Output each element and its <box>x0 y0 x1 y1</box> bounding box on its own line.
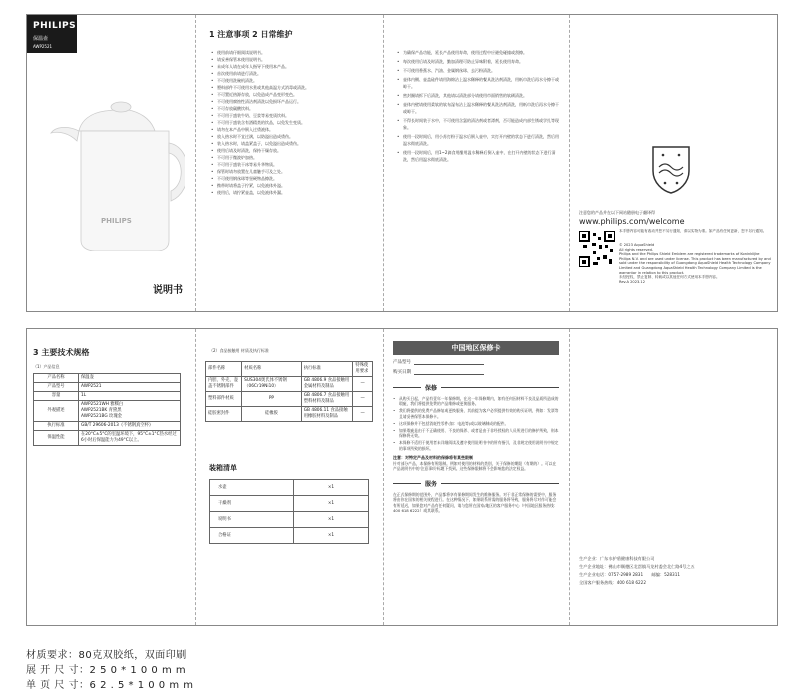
care-item: • 不可使用洗碗机清洗。 <box>211 77 379 84</box>
packing-title: 装箱清单 <box>209 464 237 472</box>
product-name: 保温壶 <box>33 36 49 42</box>
packing-table <box>209 479 369 544</box>
manual-label: 说明书 <box>153 285 183 296</box>
service-section-title <box>393 479 559 488</box>
section-label: 保修 <box>425 385 438 392</box>
header-cell: 部件名称 <box>206 362 242 377</box>
packing-item: 说明书 <box>210 512 294 528</box>
care-item: • 未成年人请在成年人指导下使用本产品。 <box>211 63 379 70</box>
care-item: • 不可置近热源存放，以免造成产品变形变色。 <box>211 91 379 98</box>
unfolded-size: 展 开 尺 寸：2 5 0 * 1 0 0 m m <box>26 665 187 676</box>
materials-panel <box>195 329 384 625</box>
company-line: 生产企业电话：0757-2989 2831 邮编：528311 <box>579 572 681 577</box>
company-line: 生产企业：广东水护盾健康科技有限公司 <box>579 556 655 561</box>
care-item: • 使用后请及时清洗，保持干燥存放。 <box>211 147 379 154</box>
care-item: • 不可存放碳酸饮料。 <box>211 105 379 112</box>
care-item: • 使用后，请拧紧壶盖，以免液体外漏。 <box>211 189 379 196</box>
legal-block <box>619 243 771 284</box>
packing-qty: ×1 <box>294 496 369 512</box>
spec-label: 外观描述 <box>34 401 79 422</box>
care-item: • 首次使用前请进行清洗。 <box>211 70 379 77</box>
table-row <box>206 392 373 407</box>
section1-title: 1 注意事项 2 日常维护 <box>209 30 293 39</box>
specs-title: 3 主要技术规格 <box>33 348 90 357</box>
packing-item: 干燥剂 <box>210 496 294 512</box>
company-info <box>579 555 771 587</box>
field-label: 产品型号 <box>393 360 411 365</box>
care-item: • 装入热水时，请盖紧盖子，以免溢出造成烫伤。 <box>211 140 379 147</box>
table-row <box>206 377 373 392</box>
packing-qty: ×1 <box>294 512 369 528</box>
spec-label: 产品名称 <box>34 374 79 383</box>
header-cell: 执行标准 <box>301 362 353 377</box>
table-row <box>210 496 369 512</box>
print-material: 材质要求：80克双胶纸，双面印刷 <box>26 650 187 661</box>
qr-code <box>579 231 615 267</box>
table-row <box>210 512 369 528</box>
care-item: • 使用前请仔细阅读说明书。 <box>211 49 379 56</box>
warranty-item: • 这项保修并不包括消耗性零件(如：电池等)或以玻璃制成的配件。 <box>393 421 559 426</box>
brand-logo: PHILIPS <box>33 21 77 31</box>
care-list-1 <box>211 49 379 196</box>
table-row <box>210 528 369 544</box>
company-panel <box>569 329 777 625</box>
spec-label: 执行标准 <box>34 422 79 431</box>
spec-value: AWP2521 <box>79 383 181 392</box>
legal-line: Philips and the Philips Shield Emblem are registered trademarks of Koninklijke Philips N.V. and are used under license. This product has been manufactured by and sold under the responsibility of Guangdong AquaShield Health Technology Company Limited and Guangdong AquaShield Health Technology Company Limited is the warrantor in relation to this product. <box>619 252 771 275</box>
table-row <box>34 383 181 392</box>
warranty-panel <box>383 329 570 625</box>
care-item: • 使用一段时间后，用小苏打粉于温水后倒入壶中，实打开内壁的状态下进行清洗，然后用温水彻底清洗。 <box>397 133 561 147</box>
materials-subtitle: （2）食品接触用 材质及执行标准 <box>209 348 269 353</box>
model-field <box>393 359 559 365</box>
table-row <box>34 431 181 446</box>
philips-shield-icon <box>649 143 693 195</box>
warranty-item: • 如果瑕疵是由于不正确使用、不良的保养、或者是由于非经授权的人员所进行的修护所致，则本保修将无效。 <box>393 428 559 438</box>
care-item: • 为确保产品功能，延长产品使用寿命，使用过程中应避免碰撞或刮擦。 <box>397 49 561 56</box>
care-item: • 壶体内壁请使用柔软的软布湿布沾上温水稀释的餐具洗洁剂清洗，用纸巾洗后再水分擦干或晾干。 <box>397 101 561 115</box>
part-cell: 内胆、外壳、壶盖不锈钢部件 <box>206 377 242 392</box>
standard-cell: GB 4806.9 食品接触用金属材料及制品 <box>301 377 353 392</box>
table-row <box>34 401 181 422</box>
single-page-size: 单 页 尺 寸：6 2 . 5 * 1 0 0 m m <box>26 680 194 691</box>
table-row <box>34 374 181 383</box>
qr-note: 本手册内容可能有改动并恕不另行通知，请以实物为准。如产品有任何更新，恕不另行通知。 <box>619 229 767 233</box>
packing-item: 合格证 <box>210 528 294 544</box>
specs-table <box>33 373 181 446</box>
spec-label: 产品型号 <box>34 383 79 392</box>
care-item: • 不可用于微波炉加热。 <box>211 154 379 161</box>
spec-label: 容量 <box>34 392 79 401</box>
care-item: • 不可用于盛装牛奶、豆浆等易变质饮料。 <box>211 112 379 119</box>
company-line: 全国客户服务热线：400 618 6222 <box>579 580 646 585</box>
care-item: • 每次使用后请及时清洗，勤加清理可防止异味附着，延长使用寿命。 <box>397 58 561 65</box>
materials-table <box>205 361 373 422</box>
warranty-items <box>393 396 559 451</box>
specs-panel <box>27 329 196 625</box>
care-panel-1 <box>195 15 384 311</box>
notice-text: 针对部分产品，本保修有所限制。例如对使用的材料的类别，关于保修的期限（有期的）。可以在产品说明书中的'注意事项'标题下找到。这些保修限制将不会影响您的法定权益。 <box>393 460 557 472</box>
bottom-sheet <box>26 328 778 626</box>
table-row <box>206 407 373 422</box>
care-panel-2 <box>383 15 570 311</box>
packing-qty: ×1 <box>294 480 369 496</box>
care-item: • 不可用于盛装含有酒精类的饮品，以免发生变质。 <box>211 119 379 126</box>
part-cell: 塑料部件材质 <box>206 392 242 407</box>
material-cell: 硅橡胶 <box>242 407 302 422</box>
spec-value: 保温壶 <box>79 374 181 383</box>
spec-value: 在20°C±5°C的室温环境下，95°C±1°C热水经过6小时后保温能力为49°C以上。 <box>79 431 181 446</box>
material-cell: SUS304奥氏体不锈钢（06Cr19Ni10） <box>242 377 302 392</box>
kettle-image <box>45 91 185 251</box>
table-row <box>34 392 181 401</box>
svg-text:PHILIPS: PHILIPS <box>101 217 132 225</box>
header-cell: 材质名称 <box>242 362 302 377</box>
table-row <box>34 422 181 431</box>
care-item: • 塑料部件不可使用水煮或其他高温方式消毒或清洗。 <box>211 84 379 91</box>
table-row <box>210 480 369 496</box>
specs-subtitle: （1）产品信息 <box>33 364 60 369</box>
note-cell: — <box>353 377 373 392</box>
spec-value: AWP2521WH 雅糯白 AWP2521BK 青黛黑 AWP2521BG 玫瑰金 <box>79 401 181 422</box>
care-item: • 不可用于盛装干冰等易升华物质。 <box>211 161 379 168</box>
warranty-item: • 从购买日起，产品有壹年一年保修期。在这一年保修期内，如有任何因材料不良及品质所造成的瑕疵，我们将提供免费的产品维修或更换服务。 <box>393 396 559 406</box>
care-item: • 请勿在本产品中倒入过烫液体。 <box>211 126 379 133</box>
care-item: • 不可使用钢丝球等坚硬物品擦洗。 <box>211 175 379 182</box>
brand-box <box>27 15 77 53</box>
table-header-row <box>206 362 373 377</box>
packing-item: 水壶 <box>210 480 294 496</box>
website-url: www.philips.com/welcome <box>579 217 685 226</box>
spec-value: GB/T 29606-2013《不锈钢真空杯》 <box>79 422 181 431</box>
care-item: • 请妥善保管本使用说明书。 <box>211 56 379 63</box>
care-item: • 不得长时间装于水中，不可使用含氯的清洁剂或者漂剂，否可能造成内部生锈或学扎等现象。 <box>397 117 561 131</box>
field-underline <box>414 369 484 375</box>
rear-intro: 注意您的产品并在以下网站随册电子翻译得 <box>579 210 655 215</box>
care-item: • 密封圈请拆下后清洗，其他请以清洗部分请使用市面销售的软刷清洗。 <box>397 92 561 99</box>
care-item: • 使用一段时间后，用1~2滴食用醋用温水稀释后倒入壶中，在打开内壁的状态下进行清洗，然后用温水彻底清洗。 <box>397 149 561 163</box>
field-label: 购买日期 <box>393 370 411 375</box>
warranty-item: • 我们将提供的免费产品修复或更换服务，其前提为客户必须提供有效的购买证明，例如：发票等且请妥善保管本保修卡。 <box>393 408 559 418</box>
service-text: 在正式保修期的范围外，产品都将享有保修期间发生的维修服务。对于非正常保修的需要中，服务将由你在国家的相关规程进行。在这种情况下，如果联系所需的服务将导致，服务将尽对作可能会有所延迟，如果您对产品有任何疑问，请与您所在国家/地区的客户服务中心（中国地区服务热线：400 618 6222）或其联系。 <box>393 492 558 513</box>
notice-title: 注意：对特定产品及材料的保修将有某些限制 <box>393 454 473 460</box>
section-label: 服务 <box>425 481 438 489</box>
care-list-2 <box>397 49 561 165</box>
care-item: • 不可使用香蕉水、汽油、金属钢丝球、去污粉清洗。 <box>397 67 561 74</box>
note-cell: — <box>353 407 373 422</box>
warranty-item: • 本保修不适用于使用者未详细阅读及遵守使用说明书中的所有指引，及非规定使用说明书中规定的事项所致的损坏。 <box>393 440 559 450</box>
legal-line: © 2023 AquaShield <box>619 243 655 247</box>
part-cell: 硅胶密封件 <box>206 407 242 422</box>
care-item: • 壶体内侧、壶盖硅件请用海绵沾上温水稀释的餐具洗洁剂清洗，用纸巾洗后再水分擦干或晾干。 <box>397 76 561 90</box>
spec-label: 保温性能 <box>34 431 79 446</box>
care-item: • 携带时请将盖子拧紧，以免液体外溢。 <box>211 182 379 189</box>
product-model: AWP2521 <box>33 44 53 49</box>
packing-qty: ×1 <box>294 528 369 544</box>
material-cell: PP <box>242 392 302 407</box>
care-item: • 保管时请勿放置在儿童触手可及之处。 <box>211 168 379 175</box>
warranty-title: 中国地区保修卡 <box>393 341 559 355</box>
note-cell: — <box>353 392 373 407</box>
warranty-section-title <box>393 383 559 392</box>
header-cell: 特殊使用要求 <box>353 362 373 377</box>
care-item: • 放入热水时不宜过满，以防溢出造成烫伤。 <box>211 133 379 140</box>
rear-panel <box>569 15 777 311</box>
top-sheet <box>26 14 778 312</box>
date-field <box>393 369 559 375</box>
cover-panel <box>27 15 196 311</box>
legal-line: Rev.A 2023.12 <box>619 279 645 284</box>
standard-cell: GB 4806.11 食品接触用橡胶材料及制品 <box>301 407 353 422</box>
care-item: • 不可使用腐蚀性清洁剂清洗以免损坏产品运行。 <box>211 98 379 105</box>
legal-line: 未经授权，禁止复制、转载或以其他任何方式使用本手册内容。 <box>619 275 720 280</box>
company-line: 生产企业地址：佛山市顺德区北滘镇马龙村委会北仁路4号之五 <box>579 564 695 569</box>
legal-line: All rights reserved. <box>619 247 653 252</box>
spec-value: 1L <box>79 392 181 401</box>
standard-cell: GB 4806.7 食品接触用塑料材料及制品 <box>301 392 353 407</box>
field-underline <box>414 359 484 365</box>
